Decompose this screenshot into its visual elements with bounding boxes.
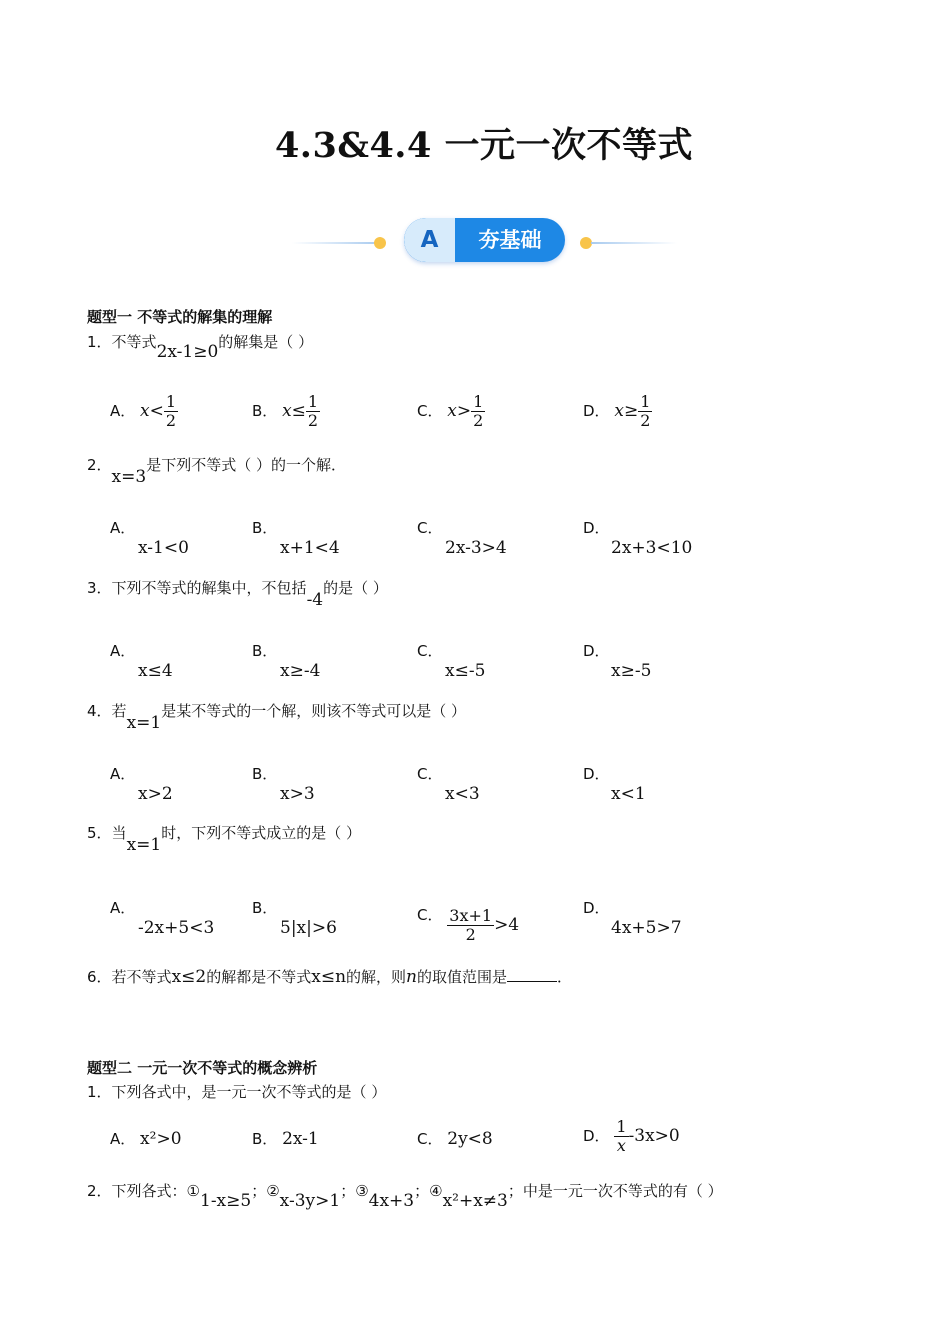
option-label: D．: [583, 402, 610, 420]
option-expression: 2x-3>4: [445, 538, 507, 558]
question-1-4: [87, 700, 466, 733]
option-a: [110, 517, 189, 558]
question-number: 4．: [87, 702, 112, 720]
option-d: [583, 393, 652, 430]
option-label: C．: [417, 519, 443, 537]
question-2-1: [87, 1081, 386, 1102]
math-expression: x≤n: [311, 967, 347, 987]
option-label: D．: [583, 519, 610, 537]
option-expression: -2x+5<3: [138, 918, 215, 938]
banner-line-left: [292, 242, 378, 244]
option-expression: x≥-5: [611, 661, 652, 681]
fraction-numerator: 1: [616, 1117, 627, 1136]
option-var: x: [447, 401, 457, 421]
fraction-denominator: 2: [307, 411, 319, 430]
fraction: [306, 393, 320, 430]
option-label: D．: [583, 765, 610, 783]
option-expression: x>3: [280, 784, 315, 804]
option-label: A．: [110, 519, 136, 537]
option-expression: 4x+5>7: [611, 918, 682, 938]
math-expression: 2x-1≥0: [156, 342, 219, 362]
option-label: D．: [583, 899, 610, 917]
fraction-denominator: 2: [465, 925, 476, 944]
fraction: [471, 393, 485, 430]
question-2-2: [87, 1180, 723, 1211]
banner-dot-left: [374, 237, 386, 249]
question-text: 当: [111, 824, 127, 842]
question-1-5: [87, 822, 361, 855]
option-op: <: [149, 401, 164, 421]
option-label: C．: [417, 765, 443, 783]
math-expression: x=3: [111, 467, 147, 487]
question-text: ；②: [251, 1182, 280, 1200]
question-text: 的解集是（ ）: [218, 333, 314, 351]
option-label: D．: [583, 1127, 610, 1145]
option-expression: x≥-4: [280, 661, 321, 681]
page-title: 4.3&4.4 一元一次不等式: [274, 125, 694, 166]
option-a: [110, 897, 214, 938]
option-d: [583, 763, 646, 804]
math-expression: -4: [306, 590, 324, 610]
banner-line-right: [591, 242, 677, 244]
fraction-denominator: 2: [640, 411, 651, 430]
fraction-denominator: x: [616, 1136, 626, 1155]
option-label: A．: [110, 765, 136, 783]
option-expression: 5|x|>6: [280, 918, 337, 938]
option-a: [110, 1128, 182, 1149]
option-expression: x<1: [611, 784, 646, 804]
question-text: 是下列不等式（ ）的一个解．: [146, 456, 346, 474]
question-text: 是某不等式的一个解，则该不等式可以是（ ）: [161, 702, 466, 720]
option-op: >: [456, 401, 472, 421]
math-expression: x²+x≠3: [442, 1191, 508, 1211]
option-label: B．: [252, 642, 278, 660]
section-banner: [292, 216, 677, 266]
option-a: [110, 393, 178, 430]
question-text: 不等式: [111, 333, 157, 351]
fraction-numerator: 1: [640, 392, 651, 411]
option-expression: 2x+3<10: [611, 538, 693, 558]
option-expression: x<3: [445, 784, 480, 804]
question-1-2: [87, 454, 346, 487]
option-label: C．: [417, 906, 443, 924]
option-var: x: [140, 401, 150, 421]
question-text: 的取值范围是: [416, 968, 507, 986]
option-d: [583, 897, 682, 938]
fraction-numerator: 1: [307, 392, 319, 411]
question-text: ；③: [340, 1182, 369, 1200]
option-label: A．: [110, 1130, 136, 1148]
question-1-3: [87, 577, 388, 610]
fraction: [447, 907, 494, 944]
fraction: [614, 1118, 628, 1155]
option-d: [583, 640, 651, 681]
section-heading-1: 题型一 不等式的解集的理解: [87, 308, 273, 326]
question-text: 若不等式: [111, 968, 172, 986]
option-label: B．: [252, 1130, 278, 1148]
option-d: [583, 517, 692, 558]
fraction: [164, 393, 178, 430]
question-text: 的解，则: [346, 968, 407, 986]
option-expression: 2y<8: [447, 1129, 493, 1149]
question-number: 1．: [87, 333, 112, 351]
question-number: 2．: [87, 1182, 112, 1200]
option-op: ≥: [623, 401, 639, 421]
option-c: [417, 1128, 493, 1149]
question-text: 下列各式：①: [111, 1182, 200, 1200]
question-text: ；中是一元一次不等式的有（ ）: [507, 1182, 723, 1200]
question-text: 若: [111, 702, 127, 720]
option-expression: 2x-1: [282, 1129, 319, 1149]
fraction-denominator: 2: [473, 411, 484, 430]
question-text: 的是（ ）: [323, 579, 388, 597]
option-expression: -3x>0: [628, 1126, 680, 1146]
option-a: [110, 640, 173, 681]
fraction-numerator: 1: [165, 392, 177, 411]
option-var: x: [282, 401, 292, 421]
question-text: 时，下列不等式成立的是（ ）: [161, 824, 361, 842]
math-expression: x=1: [126, 835, 162, 855]
option-b: [252, 517, 340, 558]
question-text: 下列各式中，是一元一次不等式的是（ ）: [111, 1083, 387, 1101]
option-a: [110, 763, 173, 804]
option-expression: x≤-5: [445, 661, 486, 681]
option-expression: x≤4: [138, 661, 173, 681]
option-c: [417, 640, 485, 681]
section-heading-2: 题型二 一元一次不等式的概念辨析: [87, 1059, 318, 1077]
math-expression: x=1: [126, 713, 162, 733]
option-label: A．: [110, 402, 136, 420]
option-expression: x>2: [138, 784, 173, 804]
option-b: [252, 640, 320, 681]
banner-letter: A: [404, 218, 455, 262]
fraction-numerator: 1: [473, 392, 484, 411]
math-expression: 4x+3: [368, 1191, 415, 1211]
fraction: [638, 393, 652, 430]
option-label: D．: [583, 642, 610, 660]
math-expression: x≤2: [171, 967, 207, 987]
math-expression: n: [406, 967, 417, 987]
question-text: ．: [557, 968, 573, 986]
option-label: B．: [252, 519, 278, 537]
question-number: 6．: [87, 968, 112, 986]
option-b: [252, 1128, 319, 1149]
option-c: [417, 897, 520, 944]
option-expression: x+1<4: [280, 538, 340, 558]
option-c: [417, 763, 480, 804]
option-label: A．: [110, 899, 136, 917]
option-b: [252, 763, 315, 804]
option-b: [252, 897, 337, 938]
question-1-6: [87, 966, 572, 987]
option-b: [252, 393, 320, 430]
option-label: C．: [417, 642, 443, 660]
fraction-numerator: 3x+1: [449, 906, 493, 925]
option-label: B．: [252, 765, 278, 783]
option-d: [583, 1118, 680, 1155]
option-label: B．: [252, 899, 278, 917]
question-number: 2．: [87, 456, 112, 474]
option-var: x: [614, 401, 624, 421]
answer-blank: [507, 967, 557, 982]
option-label: C．: [417, 402, 443, 420]
option-label: C．: [417, 1130, 443, 1148]
option-expression: x-1<0: [138, 538, 189, 558]
math-expression: x-3y>1: [279, 1191, 341, 1211]
option-c: [417, 517, 507, 558]
question-text: 的解都是不等式: [206, 968, 312, 986]
banner-pill: [404, 218, 565, 262]
fraction-denominator: 2: [165, 411, 177, 430]
question-text: 下列不等式的解集中，不包括: [111, 579, 307, 597]
math-expression: 1-x≥5: [200, 1191, 252, 1211]
option-op: ≤: [291, 401, 306, 421]
question-text: ；④: [414, 1182, 443, 1200]
option-expression: >4: [494, 915, 520, 935]
option-c: [417, 393, 485, 430]
question-number: 3．: [87, 579, 112, 597]
option-expression: x²>0: [140, 1129, 182, 1149]
option-label: B．: [252, 402, 278, 420]
option-label: A．: [110, 642, 136, 660]
question-number: 5．: [87, 824, 112, 842]
question-1-1: [87, 331, 314, 362]
question-number: 1．: [87, 1083, 112, 1101]
banner-text: 夯基础: [478, 228, 542, 252]
